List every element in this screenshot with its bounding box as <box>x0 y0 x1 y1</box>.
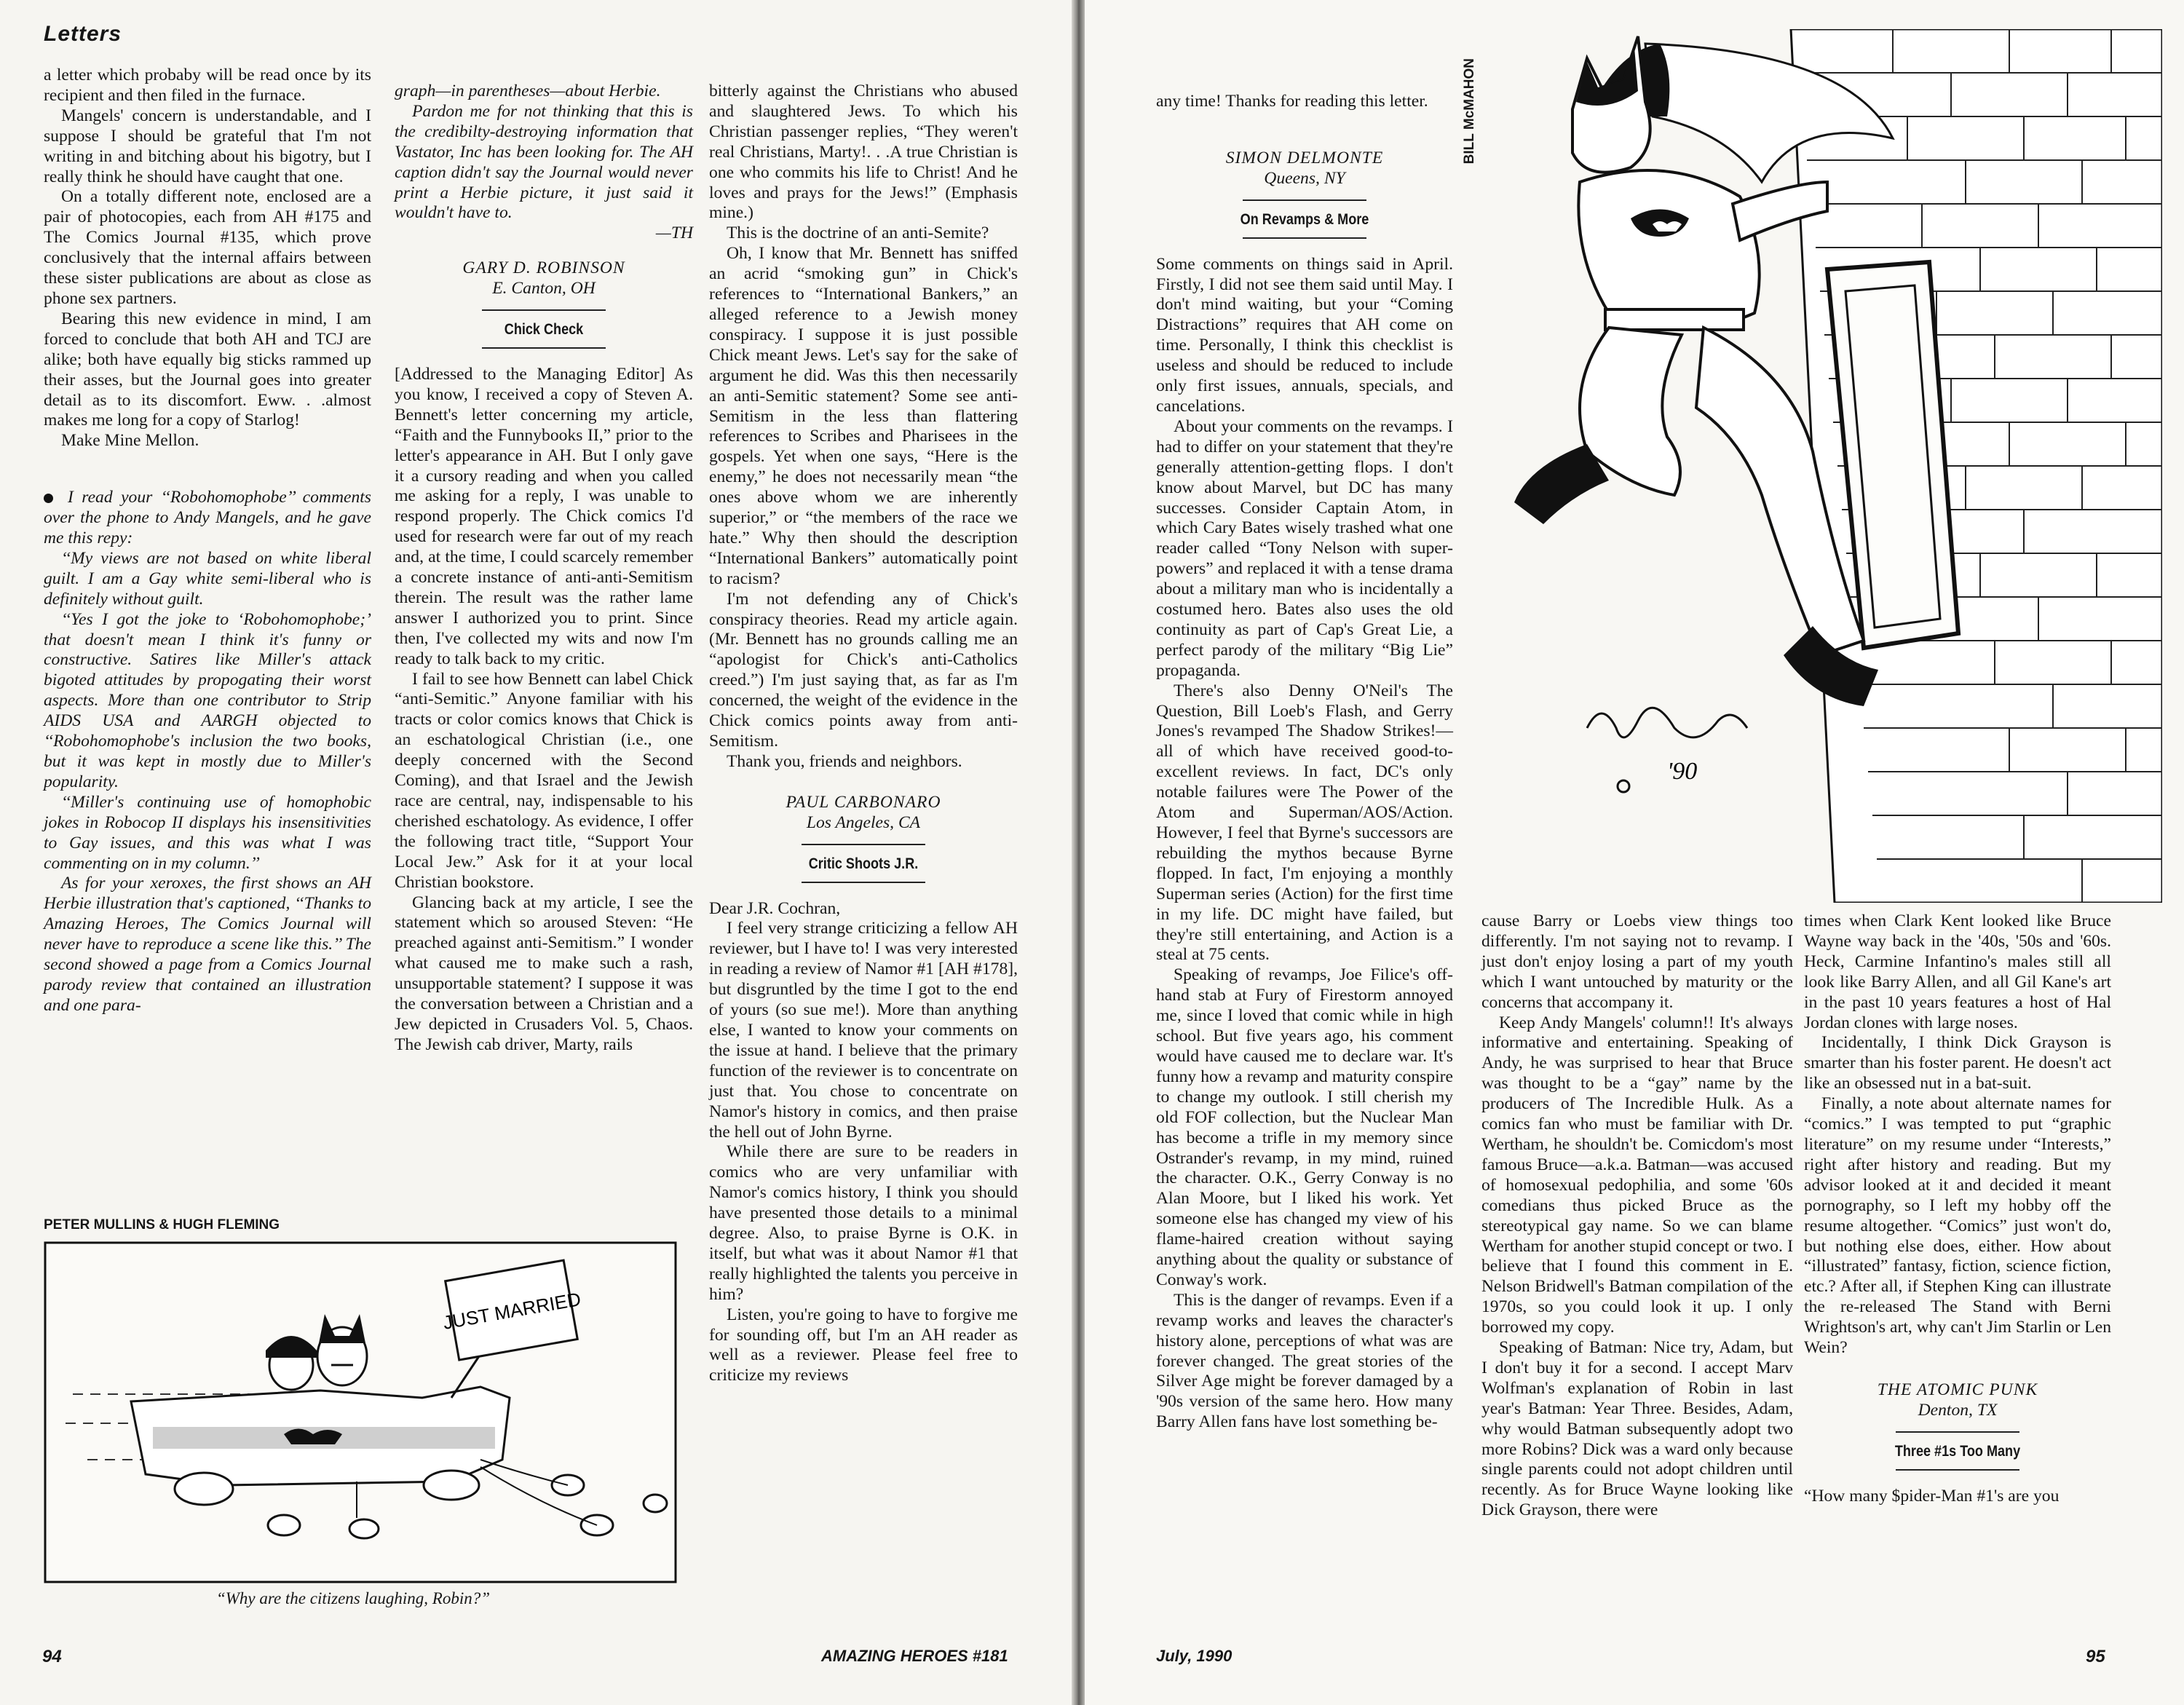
cartoon-caption: “Why are the citizens laughing, Robin?” <box>215 1589 491 1607</box>
wheel <box>175 1473 233 1505</box>
paragraph: This is the danger of revamps. Even if a revamp works and leaves the character's history alone, perceptions of what was are forever changed. The great stories of the Silver Age might be forever damaged by a '90s version of the same hero. How many Barry Allen fans have lost something be- <box>1156 1290 1453 1432</box>
reply-paragraph: ‘‘Yes I got the joke to ‘Robohomophobe;’ that doesn't mean I think it's funny or constructive. Satires like Miller's attack bigoted attitudes by propogating their worst aspects. More than one contributor to Strip AIDS USA and AARGH objected to ‘‘Robohomophobe's inclusion the two books, but it was kept in mostly due to Miller's popularity. <box>44 609 371 791</box>
paragraph: Mangels' concern is understandable, and I suppose I should be grateful that I'm not writing in and bitching about his bigotry, but I really think he should have caught that one. <box>44 106 371 186</box>
column-2 <box>395 82 693 1056</box>
signature-block <box>395 258 693 299</box>
paragraph: There's also Denny O'Neil's The Question, Bill Loeb's Flash, and Gerry Jones's revamped The Shadow Strikes!—all of which have received good-to-excellent reviews. In fact, DC's only notable failures were The Power of the Atom and Superman/AOS/Action. However, I feel that Byrne's successors are rebuilding the mythos because Byrne flopped. In fact, I'm enjoying a monthly Superman series (Action) for the first time in my life. DC might have failed, but they're still entertaining, and Action is a steal at 75 cents. <box>1156 681 1453 965</box>
page-number-right: 95 <box>2086 1647 2105 1666</box>
paragraph: Make Mine Mellon. <box>61 431 199 451</box>
paragraph: While there are sure to be readers in comics who are very unfamiliar with Namor's comics history, I think you should have presented those details to a minimal degree. Also, to praise Byrne is O.K. in itself, but what was it about Namor #1 that really highlighted the talents you perceive in him? <box>709 1142 1018 1304</box>
column-4 <box>1156 92 1453 1433</box>
column-3 <box>709 82 1018 1386</box>
section-header: Letters <box>44 22 122 46</box>
letter-heading: Chick Check <box>504 321 584 339</box>
divider <box>802 882 925 883</box>
signer-name: GARY D. ROBINSON <box>462 258 625 278</box>
reply-paragraph: Pardon me for not thinking that this is the credibilty-destroying information that Vastator, Inc has been looking for. The AH caption didn't say the Journal would never print a Herbie picture, it just said it wouldn't have to. <box>395 101 693 223</box>
signature-block <box>1804 1380 2111 1421</box>
signature-block <box>709 793 1018 834</box>
artist-signature <box>1587 708 1747 792</box>
letter-heading: Critic Shoots J.R. <box>808 855 919 872</box>
paragraph: Speaking of Batman: Nice try, Adam, but I don't buy it for a second. I accept Marv Wolfman's explanation of Robin in last year's Batman: Year Three. Besides, Adam, why would Batman subsequently adopt two more Robins? Dick was a ward only because single parents could not adopt children until recently. As for Bruce Wayne looking like Dick Grayson, there were <box>1481 1338 1793 1520</box>
signature-block <box>1156 149 1453 189</box>
signer-name: THE ATOMIC PUNK <box>1877 1380 2038 1399</box>
issue-date: July, 1990 <box>1156 1647 1233 1665</box>
paragraph: Listen, you're going to have to forgive me for sounding off, but I'm an AH reader as well as a reviewer. Please feel free to criticize my reviews <box>709 1305 1018 1385</box>
paragraph: Speaking of revamps, Joe Filice's off-hand stab at Fury of Firestorm annoyed me, since I loved that comic while in high school. But five years ago, his comment would have caused me to declare war. It's funny how a revamp and maturity conspire to change my outlook. I still cherish my old FOF collection, but the Nuclear Man has become a trifle in my memory since Ostrander's revamp, in my mind, ruined the character. O.K., Gerry Conway is no Alan Moore, but I liked his work. Yet someone else has changed my view of his flame-haired creation without saying anything about the quality or substance of Conway's work. <box>1156 965 1453 1289</box>
paragraph: “How many $pider-Man #1's are you <box>1804 1486 2060 1506</box>
signer-location: Los Angeles, CA <box>806 812 921 832</box>
divider <box>1896 1431 2019 1433</box>
editor-initials: —TH <box>655 223 693 243</box>
page-number-left: 94 <box>42 1647 62 1666</box>
paragraph: bitterly against the Christians who abused and slaughtered Jews. To which his Christian passenger replies, “They weren't real Christians, Marty!. . .A true Christian is one who commits his life to Christ! And he loves and prays for the Jews!” (Emphasis mine.) <box>709 82 1018 223</box>
divider <box>1243 237 1366 239</box>
bullet-icon <box>44 494 53 503</box>
reply-paragraph: As for your xeroxes, the first shows an AH Herbie illustration that's captioned, ‘‘Thanks to Amazing Heroes, The Comics Journal will never have to reproduce a scene like this.’’ The second showed a page from a Comics Journal parody review that contained an illustration and one para- <box>44 874 371 1015</box>
paragraph: About your comments on the revamps. I had to differ on your statement that they're generally attention-getting flops. I don't know about Marvel, but DC has many successes. Consider Captain Atom, in which Cary Bates wisely trashed what one reader called “Tony Nelson with super-powers” and replaced it with a tense drama about a military man who is incidentally a costumed hero. Bates also uses the old continuity as part of Cap's Great Lie, a perfect parody of the military “Big Lie” propaganda. <box>1156 416 1453 680</box>
sign-text: JUST MARRIED <box>441 1288 583 1334</box>
paragraph: Glancing back at my article, I see the statement which so aroused Steven: “He preached against anti-Semitism.” I wonder what caused me to make such a rash, unsupportable statement? I suppose it was the conversation between a Christian and a Jew depicted in Crusaders Vol. 5, Chaos. The Jewish cab driver, Marty, rails <box>395 893 693 1054</box>
paragraph: times when Clark Kent looked like Bruce Wayne way back in the '40s, '50s and '60s. Heck, Carmine Infantino's males still all look like Barry Allen, and all Gil Kane's art in the past 10 years features a host of Hal Jordan clones with large noses. <box>1804 911 2111 1032</box>
divider <box>802 844 925 845</box>
letter-heading: On Revamps & More <box>1240 210 1369 228</box>
divider <box>482 347 606 349</box>
letter-heading: Three #1s Too Many <box>1894 1442 2021 1460</box>
paragraph: I feel very strange criticizing a fellow AH reviewer, but I have to! I was very interested in reading a review of Namor #1 [AH #178], but disgruntled by the time I got to the end of yours (so sue me!). More than anything else, I wanted to know your comments on the issue at hand. I believe that the primary function of the reviewer is to concentrate on just that. You chose to concentrate on Namor's history in comics, and then praise the hell out of John Byrne. <box>709 919 1018 1142</box>
reply-paragraph: graph—in parentheses—about Herbie. <box>395 82 661 100</box>
signer-location: Queens, NY <box>1264 168 1345 188</box>
paragraph: On a totally different note, enclosed are a pair of photocopies, each from AH #175 and The Comics Journal #135, which prove conclusively that the internal affairs between these sister publications are about as close as phone sex partners. <box>44 187 371 308</box>
paragraph: Oh, I know that Mr. Bennett has sniffed an acrid “smoking gun” in Chick's references to “International Bankers,” an alleged reference to a Jewish money conspiracy. I suppose it is just possible Chick meant Jews. Let's say for the sake of argument he did. Was this then necessarily an anti-Semitic statement? Some see anti-Semitism in the less than flattering references to Scribes and Pharisees in the gospels. Yet when one says, “Here is the enemy,” he does not necessarily mean “the ones above whom we are inherently superior,” or “the members of the race we hate.” Why then should the description “International Bankers” automatically point to racism? <box>709 244 1018 588</box>
illustration-credit: BILL McMAHON <box>1462 58 1477 165</box>
paragraph: a letter which probaby will be read once by its recipient and then filed in the furnace. <box>44 66 371 105</box>
signer-name: SIMON DELMONTE <box>1225 148 1384 167</box>
paragraph: I fail to see how Bennett can label Chick “anti-Semitic.” Anyone familiar with his tracts or color comics knows that Chick is an eschatological Christian (i.e., one deeply concerned with the Second Coming), and that Israel and the Jewish race are central, nay, indispensable to his cherished eschatology. As evidence, I offer the following tract title, “Support Your Local Jew.” Ask for it at your local Christian bookstore. <box>395 669 693 892</box>
signer-name: PAUL CARBONARO <box>786 792 941 812</box>
paragraph: Finally, a note about alternate names for “comics.” I was tempted to put “graphic literature” on my resume under “Interests,” right after history and reading. But my advisor looked at it and decided it meant pornography, so I left my hobby off the resume altogether. “Comics” just won't do, but nothing else does, either. How about “illustrated” fantasy, fiction, science fiction, etc.? After all, if Stephen King can illustrate the re-released The Stand with Berni Wrightson's art, why can't Jim Starlin or Len Wein? <box>1804 1094 2111 1358</box>
paragraph: [Addressed to the Managing Editor] As you know, I received a copy of Steven A. Bennett's letter concerning my article, “Faith and the Funnybooks II,” prior to the letter's appearance in AH. But I only gave it a cursory reading and when you called me asking for a reply, I was unable to respond properly. The Chick comics I'd used for research were far out of my reach and, at the time, I could scarcely remember a concrete instance of anti-anti-Semitism therein. The result was the rather lame answer I authorized you to print. Since then, I've collected my wits and now I'm ready to talk back to my critic. <box>395 364 693 668</box>
column-5 <box>1481 911 1793 1521</box>
cartoon-credit: PETER MULLINS & HUGH FLEMING <box>44 1217 280 1233</box>
paragraph: any time! Thanks for reading this letter. <box>1156 92 1428 111</box>
column-6 <box>1804 911 2111 1507</box>
paragraph: cause Barry or Loebs view things too differently. I'm not saying not to revamp. I just don't enjoy losing a part of my youth which I want untouched by maturity or the concerns that accompany it. <box>1481 911 1793 1012</box>
divider <box>1896 1469 2019 1471</box>
paragraph: I'm not defending any of Chick's conspiracy theories. Read my article again. (Mr. Bennett has no grounds calling me an “apologist for Chick's anti-Catholics creed.”) I'm just saying that, as far as I'm concerned, the weight of the evidence in the Chick comics points away from anti-Semitism. <box>709 589 1018 751</box>
utility-belt <box>1605 309 1744 330</box>
paragraph: Keep Andy Mangels' column!! It's always informative and entertaining. Speaking of Andy, he was surprised to hear that Bruce was thought to be a “gay” name by the producers of The Incredible Hulk. As a comics fan who must be familiar with Dr. Wertham, he shouldn't be. Comicdom's most famous Bruce—a.k.a. Batman—was accused of homosexual pedophilia, and some '60s comedians thus picked Bruce as the stereotypical gay name. So we can blame Wertham for another stupid concept or two. I believe that I found this comment in E. Nelson Bridwell's Batman compilation of the 1970s, so you could look it up. I only borrowed my copy. <box>1481 1013 1793 1337</box>
divider <box>482 309 606 311</box>
paragraph: Some comments on things said in April. Firstly, I did not see them said until May. I don't mind waiting, but your “Coming Distractions” requires that AH come on time. Personally, I think this checklist is useless and should be reduced to include only first issues, annuals, specials, and cancelations. <box>1156 254 1453 416</box>
magazine-footer: AMAZING HEROES #181 <box>821 1647 1008 1665</box>
reply-paragraph: ‘‘Miller's continuing use of homophobic jokes in Robocop II displays his insensitivities to Gay issues, and this was what I was commenting on in my column.’’ <box>44 792 371 873</box>
paragraph: Bearing this new evidence in mind, I am forced to conclude that both AH and TCJ are alike; both have equally big sticks rammed up their asses, but the Journal goes into greater detail as to its discomfort. Eww. . .almost makes me long for a copy of Starlog! <box>44 309 371 430</box>
signature-year: '90 <box>1667 758 1698 785</box>
divider <box>1243 199 1366 201</box>
wheel <box>424 1471 479 1500</box>
column-1 <box>44 66 371 1016</box>
paragraph: This is the doctrine of an anti-Semite? <box>727 223 989 243</box>
batman-illustration <box>1485 29 2162 903</box>
signer-location: Denton, TX <box>1918 1400 1998 1420</box>
reply-paragraph: ‘‘My views are not based on white liberal guilt. I am a Gay white semi-liberal who is definitely without guilt. <box>44 548 371 609</box>
editor-reply-start <box>44 488 371 549</box>
salutation: Dear J.R. Cochran, <box>709 898 841 918</box>
reply-text: I read your ‘‘Robohomophobe’’ comments over the phone to Andy Mangels, and he gave me this repy: <box>44 488 371 548</box>
spine-gutter <box>1072 0 1085 1705</box>
paragraph: Incidentally, I think Dick Grayson is smarter than his foster parent. He doesn't act like an obsessed nut in a bat-suit. <box>1804 1033 2111 1093</box>
paragraph: Thank you, friends and neighbors. <box>727 751 962 771</box>
cartoon-illustration <box>44 1241 677 1583</box>
signer-location: E. Canton, OH <box>492 279 596 298</box>
